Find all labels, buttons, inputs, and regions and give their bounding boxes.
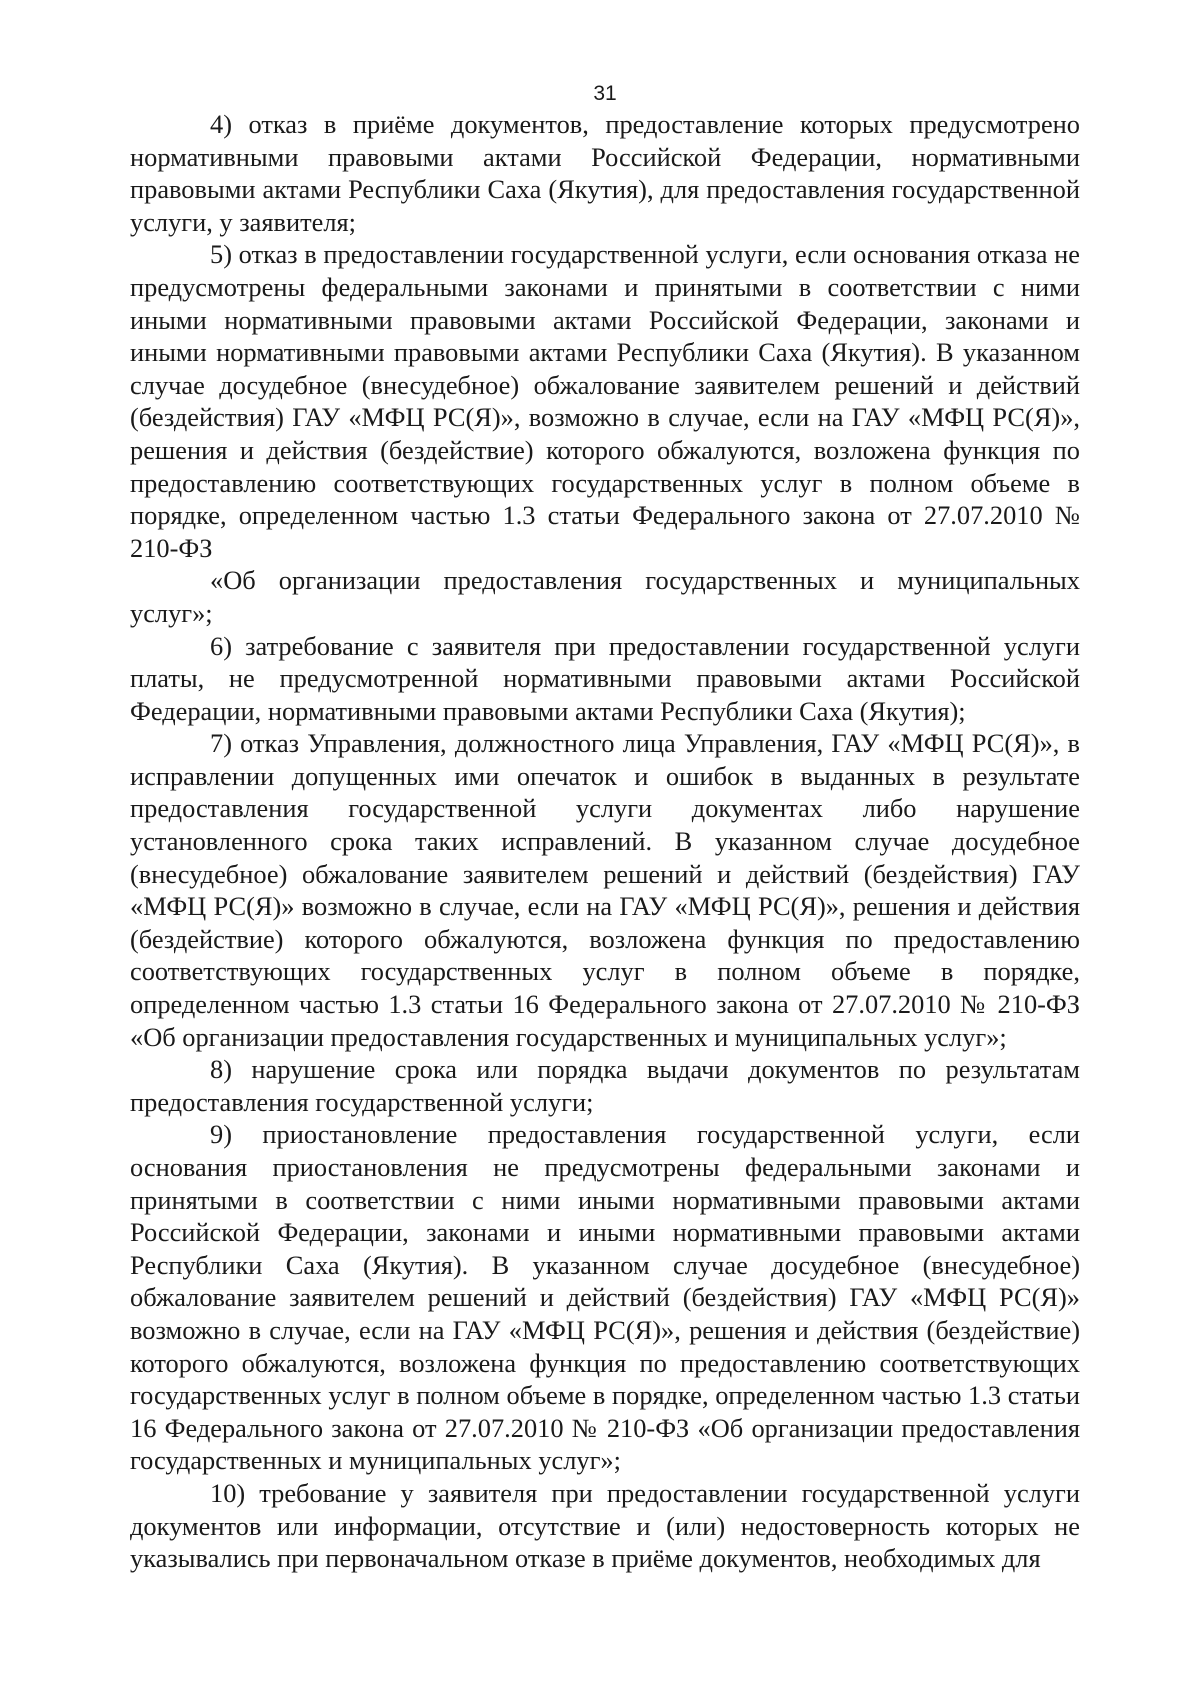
document-page: [130, 80, 1080, 1575]
paragraph: 7) отказ Управления, должностного лица Управления, ГАУ «МФЦ РС(Я)», в исправлении допущенных ими опечаток и ошибок в выданных в результате предоставления государственной услуги документах либо нарушение установленного срока таких исправлений. В указанном случае досудебное (внесудебное) обжалование заявителем решений и действий (бездействия) ГАУ «МФЦ РС(Я)» возможно в случае, если на ГАУ «МФЦ РС(Я)», решения и действия (бездействие) которого обжалуются, возложена функция по предоставлению соответствующих государственных услуг в полном объеме в порядке, определенном частью 1.3 статьи 16 Федерального закона от 27.07.2010 № 210-ФЗ «Об организации предоставления государственных и муниципальных услуг»;: [130, 728, 1080, 1052]
document-body: [130, 108, 1080, 1575]
paragraph: 5) отказ в предоставлении государственной услуги, если основания отказа не предусмотрены федеральными законами и принятыми в соответствии с ними иными нормативными правовыми актами Российской Федерации, законами и иными нормативными правовыми актами Республики Саха (Якутия). В указанном случае досудебное (внесудебное) обжалование заявителем решений и действий (бездействия) ГАУ «МФЦ РС(Я)», возможно в случае, если на ГАУ «МФЦ РС(Я)», решения и действия (бездействие) которого обжалуются, возложена функция по предоставлению соответствующих государственных услуг в полном объеме в порядке, определенном частью 1.3 статьи Федерального закона от 27.07.2010 № 210-ФЗ: [130, 239, 1080, 563]
page-number: 31: [593, 82, 617, 105]
paragraph: 9) приостановление предоставления государственной услуги, если основания приостановления не предусмотрены федеральными законами и принятыми в соответствии с ними иными нормативными правовыми актами Российской Федерации, законами и иными нормативными правовыми актами Республики Саха (Якутия). В указанном случае досудебное (внесудебное) обжалование заявителем решений и действий (бездействия) ГАУ «МФЦ РС(Я)» возможно в случае, если на ГАУ «МФЦ РС(Я)», решения и действия (бездействие) которого обжалуются, возложена функция по предоставлению соответствующих государственных услуг в полном объеме в порядке, определенном частью 1.3 статьи 16 Федерального закона от 27.07.2010 № 210-ФЗ «Об организации предоставления государственных и муниципальных услуг»;: [130, 1119, 1080, 1476]
paragraph: 6) затребование с заявителя при предоставлении государственной услуги платы, не предусмотренной нормативными правовыми актами Российской Федерации, нормативными правовыми актами Республики Саха (Якутия);: [130, 630, 1080, 726]
paragraph: 10) требование у заявителя при предоставлении государственной услуги документов или информации, отсутствие и (или) недостоверность которых не указывались при первоначальном отказе в приёме документов, необходимых для: [130, 1477, 1080, 1574]
paragraph: 4) отказ в приёме документов, предоставление которых предусмотрено нормативными правовыми актами Российской Федерации, нормативными правовыми актами Республики Саха (Якутия), для предоставления государственной услуги, у заявителя;: [130, 109, 1080, 237]
paragraph: «Об организации предоставления государственных и муниципальных услуг»;: [130, 565, 1080, 628]
paragraph: 8) нарушение срока или порядка выдачи документов по результатам предоставления государственной услуги;: [130, 1054, 1080, 1117]
